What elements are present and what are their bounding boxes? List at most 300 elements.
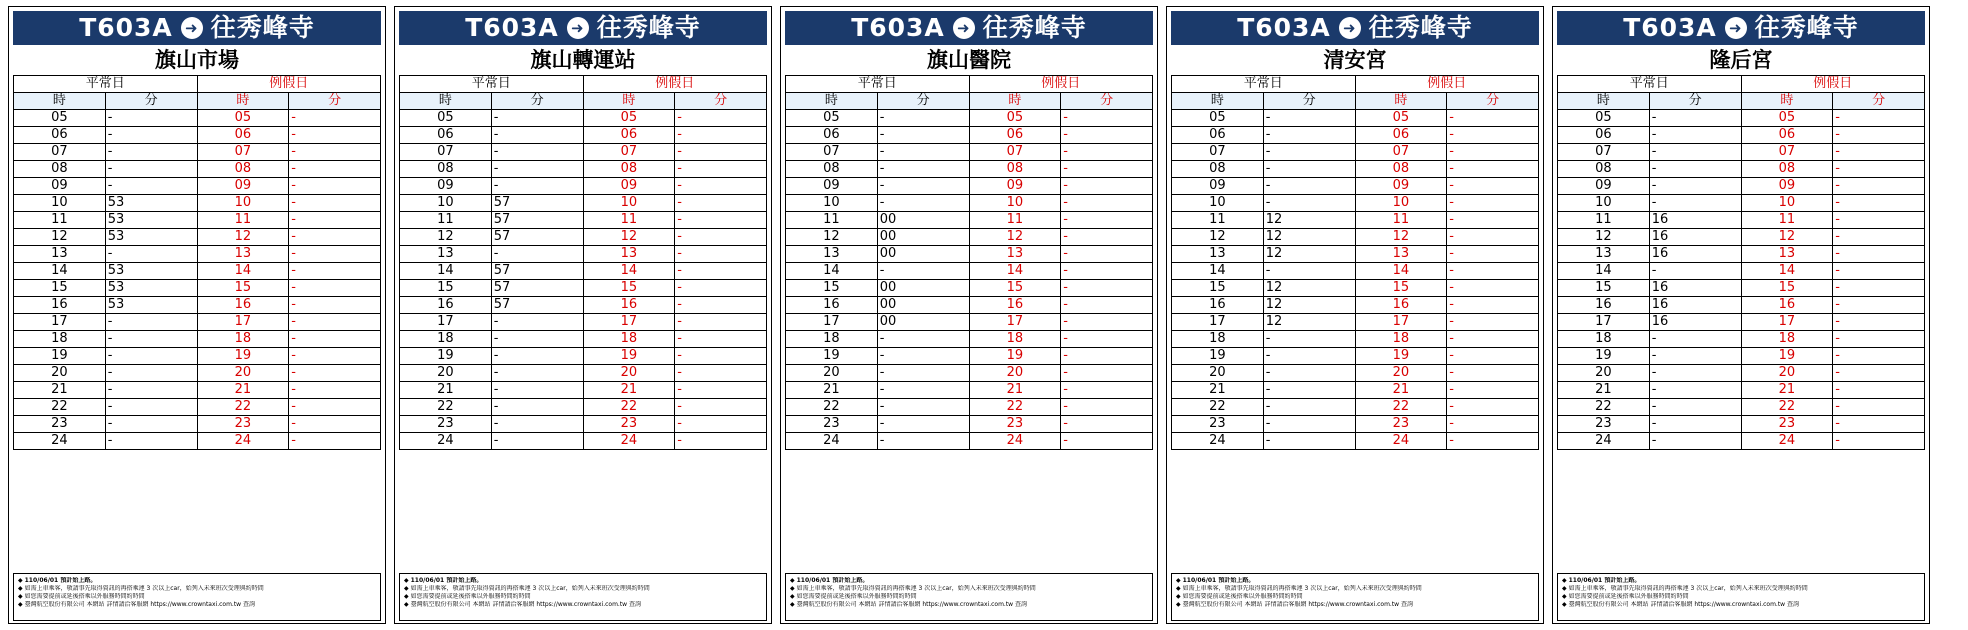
table-row (786, 399, 1153, 416)
route-header (13, 11, 381, 45)
weekday-hour-cell: 19 (786, 348, 878, 365)
bullet-icon: ◆ (790, 577, 795, 584)
holiday-minutes-cell: - (289, 178, 381, 195)
weekday-minutes-cell: - (491, 331, 583, 348)
holiday-hour-cell: 22 (583, 399, 675, 416)
table-row (1172, 246, 1539, 263)
weekday-minutes-cell: - (877, 365, 969, 382)
weekday-minutes-cell: 53 (105, 195, 197, 212)
table-row (1172, 110, 1539, 127)
weekday-minutes-cell: - (877, 178, 969, 195)
weekday-minutes-cell: - (105, 399, 197, 416)
weekday-hour-cell: 08 (1558, 161, 1650, 178)
holiday-hour-cell: 22 (197, 399, 289, 416)
weekday-minutes-cell: - (877, 127, 969, 144)
note-line (404, 585, 762, 593)
holiday-minutes-cell: - (675, 314, 767, 331)
weekday-minutes-cell: - (491, 178, 583, 195)
weekday-minutes-cell: - (1649, 263, 1741, 280)
table-row (400, 280, 767, 297)
holiday-min-col-header: 分 (289, 93, 381, 110)
weekday-hour-cell: 12 (1558, 229, 1650, 246)
weekday-hour-cell: 21 (14, 382, 106, 399)
destination-label: 往秀峰寺 (210, 13, 315, 42)
weekday-minutes-cell: - (1649, 178, 1741, 195)
holiday-minutes-cell: - (289, 382, 381, 399)
weekday-minutes-cell: 16 (1649, 229, 1741, 246)
holiday-hour-cell: 11 (1741, 212, 1833, 229)
holiday-hour-cell: 05 (197, 110, 289, 127)
holiday-minutes-cell: - (675, 280, 767, 297)
table-row (400, 229, 767, 246)
note-text: 110/06/01 預計始上路。 (410, 577, 483, 584)
holiday-hour-cell: 24 (969, 433, 1061, 450)
bullet-icon: ◆ (404, 601, 409, 608)
holiday-minutes-cell: - (675, 178, 767, 195)
holiday-minutes-cell: - (1833, 246, 1925, 263)
bullet-icon: ◆ (18, 593, 23, 600)
holiday-minutes-cell: - (1833, 161, 1925, 178)
holiday-hour-cell: 23 (1741, 416, 1833, 433)
table-row (14, 416, 381, 433)
weekday-hour-cell: 18 (1558, 331, 1650, 348)
holiday-hour-cell: 20 (1355, 365, 1447, 382)
holiday-hour-cell: 09 (197, 178, 289, 195)
weekday-hour-col-header: 時 (14, 93, 106, 110)
holiday-minutes-cell: - (1061, 382, 1153, 399)
destination-label: 往秀峰寺 (596, 13, 701, 42)
holiday-hour-cell: 05 (1355, 110, 1447, 127)
column-header-row (786, 93, 1153, 110)
holiday-minutes-cell: - (675, 127, 767, 144)
weekday-minutes-cell: - (105, 331, 197, 348)
table-row (400, 331, 767, 348)
weekday-minutes-cell: - (1649, 399, 1741, 416)
route-code: T603A (79, 13, 173, 42)
weekday-minutes-cell: - (1263, 416, 1355, 433)
table-row (1558, 178, 1925, 195)
holiday-hour-cell: 18 (969, 331, 1061, 348)
table-row (786, 161, 1153, 178)
weekday-hour-cell: 11 (400, 212, 492, 229)
holiday-hour-cell: 12 (197, 229, 289, 246)
table-row (400, 297, 767, 314)
weekday-minutes-cell: - (105, 110, 197, 127)
weekday-minutes-cell: - (491, 127, 583, 144)
bullet-icon: ◆ (1562, 577, 1567, 584)
weekday-hour-cell: 15 (1172, 280, 1264, 297)
column-header-row (1558, 93, 1925, 110)
holiday-minutes-cell: - (1833, 314, 1925, 331)
arrow-right-circle-icon: ➜ (1725, 17, 1747, 39)
table-row (1172, 348, 1539, 365)
weekday-hour-cell: 22 (400, 399, 492, 416)
holiday-minutes-cell: - (1833, 229, 1925, 246)
arrow-right-circle-icon: ➜ (181, 17, 203, 39)
weekday-minutes-cell: - (491, 416, 583, 433)
holiday-hour-cell: 15 (197, 280, 289, 297)
holiday-minutes-cell: - (289, 433, 381, 450)
holiday-minutes-cell: - (675, 416, 767, 433)
table-row (400, 399, 767, 416)
bullet-icon: ◆ (1176, 601, 1181, 608)
holiday-hour-cell: 19 (197, 348, 289, 365)
table-row (1172, 195, 1539, 212)
weekday-minutes-cell: - (1263, 127, 1355, 144)
weekday-minutes-cell: - (491, 110, 583, 127)
timetable-card (394, 6, 772, 624)
weekday-hour-cell: 07 (1558, 144, 1650, 161)
weekday-hour-cell: 06 (786, 127, 878, 144)
note-line (18, 601, 376, 609)
holiday-minutes-cell: - (675, 433, 767, 450)
weekday-header: 平常日 (1172, 76, 1356, 93)
table-row (1558, 314, 1925, 331)
bullet-icon: ◆ (1176, 585, 1181, 592)
weekday-hour-cell: 05 (1172, 110, 1264, 127)
table-row (400, 246, 767, 263)
holiday-minutes-cell: - (675, 331, 767, 348)
weekday-hour-cell: 23 (786, 416, 878, 433)
table-row (1558, 331, 1925, 348)
holiday-minutes-cell: - (1447, 348, 1539, 365)
holiday-hour-cell: 07 (583, 144, 675, 161)
holiday-minutes-cell: - (1447, 161, 1539, 178)
holiday-minutes-cell: - (1061, 161, 1153, 178)
holiday-minutes-cell: - (1833, 365, 1925, 382)
weekday-minutes-cell: - (491, 314, 583, 331)
table-row (400, 178, 767, 195)
weekday-hour-cell: 18 (400, 331, 492, 348)
weekday-minutes-cell: 57 (491, 263, 583, 280)
column-header-row (14, 93, 381, 110)
holiday-hour-cell: 05 (583, 110, 675, 127)
weekday-minutes-cell: - (1649, 365, 1741, 382)
column-header-row (400, 93, 767, 110)
holiday-minutes-cell: - (1833, 382, 1925, 399)
table-row (1172, 229, 1539, 246)
holiday-minutes-cell: - (675, 365, 767, 382)
weekday-hour-cell: 18 (786, 331, 878, 348)
weekday-hour-cell: 21 (786, 382, 878, 399)
weekday-minutes-cell: 16 (1649, 314, 1741, 331)
weekday-minutes-cell: - (1649, 416, 1741, 433)
holiday-minutes-cell: - (1447, 433, 1539, 450)
weekday-minutes-cell: - (105, 161, 197, 178)
holiday-hour-cell: 14 (1355, 263, 1447, 280)
holiday-hour-cell: 05 (969, 110, 1061, 127)
weekday-hour-cell: 13 (400, 246, 492, 263)
timetable-head (1172, 76, 1539, 110)
table-row (1558, 263, 1925, 280)
holiday-minutes-cell: - (289, 365, 381, 382)
holiday-header: 例假日 (969, 76, 1153, 93)
holiday-hour-cell: 15 (969, 280, 1061, 297)
note-text: 如需上車乘客，敬請事先取得資訊的再搭乘連 3 次以上car，始列入未來班次受理與約時間 (1568, 585, 1808, 592)
weekday-minutes-cell: 57 (491, 195, 583, 212)
timetable-head (14, 76, 381, 110)
weekday-minutes-cell: - (877, 399, 969, 416)
table-row (400, 161, 767, 178)
arrow-right-circle-icon: ➜ (567, 17, 589, 39)
table-row (1172, 382, 1539, 399)
table-row (1558, 297, 1925, 314)
weekday-minutes-cell: - (1649, 382, 1741, 399)
holiday-min-col-header: 分 (675, 93, 767, 110)
holiday-minutes-cell: - (1061, 297, 1153, 314)
note-line (790, 593, 1148, 601)
weekday-hour-cell: 17 (14, 314, 106, 331)
holiday-hour-cell: 10 (197, 195, 289, 212)
weekday-hour-cell: 20 (14, 365, 106, 382)
holiday-minutes-cell: - (1447, 212, 1539, 229)
table-row (786, 110, 1153, 127)
weekday-minutes-cell: - (877, 144, 969, 161)
note-line (1176, 577, 1534, 585)
weekday-hour-cell: 20 (786, 365, 878, 382)
weekday-hour-cell: 11 (1558, 212, 1650, 229)
weekday-minutes-cell: - (491, 365, 583, 382)
holiday-hour-cell: 14 (969, 263, 1061, 280)
note-line (1176, 593, 1534, 601)
holiday-minutes-cell: - (289, 212, 381, 229)
holiday-minutes-cell: - (1061, 229, 1153, 246)
holiday-hour-cell: 20 (969, 365, 1061, 382)
weekday-hour-cell: 22 (786, 399, 878, 416)
weekday-minutes-cell: 12 (1263, 314, 1355, 331)
holiday-header: 例假日 (197, 76, 381, 93)
weekday-minutes-cell: - (1649, 433, 1741, 450)
weekday-hour-cell: 17 (400, 314, 492, 331)
holiday-hour-cell: 23 (969, 416, 1061, 433)
table-row (400, 212, 767, 229)
table-row (1558, 246, 1925, 263)
weekday-hour-cell: 07 (1172, 144, 1264, 161)
holiday-hour-cell: 09 (1741, 178, 1833, 195)
holiday-hour-cell: 08 (1355, 161, 1447, 178)
weekday-hour-cell: 19 (1558, 348, 1650, 365)
weekday-minutes-cell: 00 (877, 246, 969, 263)
holiday-hour-cell: 19 (1741, 348, 1833, 365)
holiday-minutes-cell: - (289, 110, 381, 127)
layout-spacer (1557, 450, 1925, 570)
holiday-hour-cell: 11 (197, 212, 289, 229)
note-text: 臺灣航空股份有限公司 本網站 詳情請洽客服網 https://www.crowntaxi.com.tw 查詢 (1182, 601, 1413, 608)
weekday-hour-cell: 16 (786, 297, 878, 314)
table-row (14, 331, 381, 348)
table-row (14, 212, 381, 229)
timetable-table (1171, 75, 1539, 450)
note-line (1176, 601, 1534, 609)
holiday-hour-cell: 17 (583, 314, 675, 331)
holiday-hour-cell: 14 (197, 263, 289, 280)
holiday-hour-cell: 17 (197, 314, 289, 331)
weekday-min-col-header: 分 (105, 93, 197, 110)
weekday-minutes-cell: 53 (105, 229, 197, 246)
weekday-hour-cell: 07 (786, 144, 878, 161)
table-row (400, 110, 767, 127)
note-line (1562, 585, 1920, 593)
holiday-hour-cell: 06 (1355, 127, 1447, 144)
table-row (1558, 416, 1925, 433)
holiday-minutes-cell: - (1061, 280, 1153, 297)
note-text: 如您需要提前或延後搭乘以外服務時間約時間 (796, 593, 917, 600)
weekday-minutes-cell: - (491, 246, 583, 263)
weekday-minutes-cell: - (491, 161, 583, 178)
holiday-hour-cell: 21 (1741, 382, 1833, 399)
weekday-minutes-cell: 12 (1263, 246, 1355, 263)
note-text: 110/06/01 預計始上路。 (24, 577, 97, 584)
holiday-hour-cell: 13 (1741, 246, 1833, 263)
table-row (1558, 280, 1925, 297)
weekday-hour-cell: 18 (14, 331, 106, 348)
note-text: 臺灣航空股份有限公司 本網站 詳情請洽客服網 https://www.crowntaxi.com.tw 查詢 (796, 601, 1027, 608)
holiday-minutes-cell: - (1061, 314, 1153, 331)
weekday-minutes-cell: - (877, 416, 969, 433)
table-row (14, 229, 381, 246)
holiday-minutes-cell: - (289, 144, 381, 161)
weekday-hour-cell: 10 (14, 195, 106, 212)
stop-name: 隆后宮 (1709, 48, 1773, 72)
bullet-icon: ◆ (790, 601, 795, 608)
weekday-minutes-cell: - (105, 178, 197, 195)
weekday-minutes-cell: 53 (105, 263, 197, 280)
weekday-hour-cell: 12 (14, 229, 106, 246)
bullet-icon: ◆ (1562, 585, 1567, 592)
holiday-hour-cell: 18 (583, 331, 675, 348)
holiday-hour-cell: 08 (197, 161, 289, 178)
weekday-hour-cell: 15 (400, 280, 492, 297)
holiday-minutes-cell: - (289, 314, 381, 331)
weekday-hour-cell: 12 (786, 229, 878, 246)
timetable-table (399, 75, 767, 450)
weekday-hour-cell: 05 (786, 110, 878, 127)
route-code: T603A (465, 13, 559, 42)
table-row (1558, 161, 1925, 178)
holiday-hour-cell: 12 (1741, 229, 1833, 246)
holiday-minutes-cell: - (1447, 280, 1539, 297)
table-row (14, 263, 381, 280)
weekday-hour-cell: 17 (1172, 314, 1264, 331)
weekday-minutes-cell: - (491, 382, 583, 399)
weekday-hour-cell: 09 (14, 178, 106, 195)
holiday-minutes-cell: - (1061, 144, 1153, 161)
weekday-hour-cell: 09 (400, 178, 492, 195)
holiday-hour-cell: 10 (969, 195, 1061, 212)
weekday-hour-cell: 19 (400, 348, 492, 365)
table-row (14, 161, 381, 178)
holiday-header: 例假日 (1741, 76, 1925, 93)
holiday-hour-cell: 17 (1741, 314, 1833, 331)
holiday-minutes-cell: - (289, 263, 381, 280)
weekday-hour-cell: 11 (1172, 212, 1264, 229)
holiday-minutes-cell: - (1447, 331, 1539, 348)
note-line (404, 593, 762, 601)
weekday-minutes-cell: - (1263, 178, 1355, 195)
weekday-minutes-cell: - (877, 433, 969, 450)
note-text: 如需上車乘客，敬請事先取得資訊的再搭乘連 3 次以上car，始列入未來班次受理與約時間 (1182, 585, 1422, 592)
weekday-minutes-cell: - (1263, 348, 1355, 365)
note-line (1562, 577, 1920, 585)
weekday-minutes-cell: - (1263, 263, 1355, 280)
route-header (399, 11, 767, 45)
weekday-header: 平常日 (14, 76, 198, 93)
table-row (786, 348, 1153, 365)
weekday-minutes-cell: 00 (877, 229, 969, 246)
holiday-minutes-cell: - (1833, 195, 1925, 212)
weekday-hour-cell: 16 (400, 297, 492, 314)
table-row (786, 263, 1153, 280)
holiday-minutes-cell: - (1447, 399, 1539, 416)
bullet-icon: ◆ (404, 577, 409, 584)
table-row (786, 195, 1153, 212)
table-row (786, 178, 1153, 195)
holiday-minutes-cell: - (675, 144, 767, 161)
note-line (1176, 585, 1534, 593)
timetable-table (13, 75, 381, 450)
weekday-hour-cell: 20 (1172, 365, 1264, 382)
note-line (18, 585, 376, 593)
table-row (14, 110, 381, 127)
holiday-minutes-cell: - (675, 110, 767, 127)
holiday-minutes-cell: - (1061, 178, 1153, 195)
table-row (14, 382, 381, 399)
holiday-minutes-cell: - (675, 212, 767, 229)
table-row (1172, 178, 1539, 195)
note-text: 如需上車乘客，敬請事先取得資訊的再搭乘連 3 次以上car，始列入未來班次受理與約時間 (796, 585, 1036, 592)
holiday-hour-cell: 11 (583, 212, 675, 229)
holiday-minutes-cell: - (1447, 178, 1539, 195)
holiday-hour-cell: 17 (969, 314, 1061, 331)
weekday-minutes-cell: - (491, 399, 583, 416)
holiday-minutes-cell: - (289, 331, 381, 348)
holiday-hour-cell: 08 (969, 161, 1061, 178)
holiday-hour-cell: 10 (583, 195, 675, 212)
daytype-row (1172, 76, 1539, 93)
weekday-hour-cell: 24 (1558, 433, 1650, 450)
holiday-hour-cell: 07 (1741, 144, 1833, 161)
holiday-header: 例假日 (1355, 76, 1539, 93)
table-row (786, 382, 1153, 399)
table-row (786, 365, 1153, 382)
bullet-icon: ◆ (1176, 593, 1181, 600)
holiday-minutes-cell: - (675, 399, 767, 416)
bullet-icon: ◆ (1176, 577, 1181, 584)
table-row (786, 246, 1153, 263)
weekday-minutes-cell: 00 (877, 280, 969, 297)
holiday-minutes-cell: - (289, 229, 381, 246)
table-row (14, 314, 381, 331)
holiday-minutes-cell: - (675, 263, 767, 280)
holiday-hour-cell: 12 (583, 229, 675, 246)
holiday-hour-cell: 24 (1741, 433, 1833, 450)
holiday-minutes-cell: - (289, 297, 381, 314)
holiday-min-col-header: 分 (1833, 93, 1925, 110)
holiday-hour-cell: 22 (1355, 399, 1447, 416)
weekday-minutes-cell: - (1649, 110, 1741, 127)
note-line (404, 601, 762, 609)
weekday-minutes-cell: - (1263, 144, 1355, 161)
holiday-hour-cell: 09 (1355, 178, 1447, 195)
weekday-hour-cell: 13 (14, 246, 106, 263)
table-row (1172, 416, 1539, 433)
weekday-hour-cell: 14 (1558, 263, 1650, 280)
holiday-hour-cell: 07 (969, 144, 1061, 161)
table-row (1558, 127, 1925, 144)
holiday-minutes-cell: - (1061, 399, 1153, 416)
weekday-hour-cell: 13 (786, 246, 878, 263)
holiday-minutes-cell: - (1447, 195, 1539, 212)
